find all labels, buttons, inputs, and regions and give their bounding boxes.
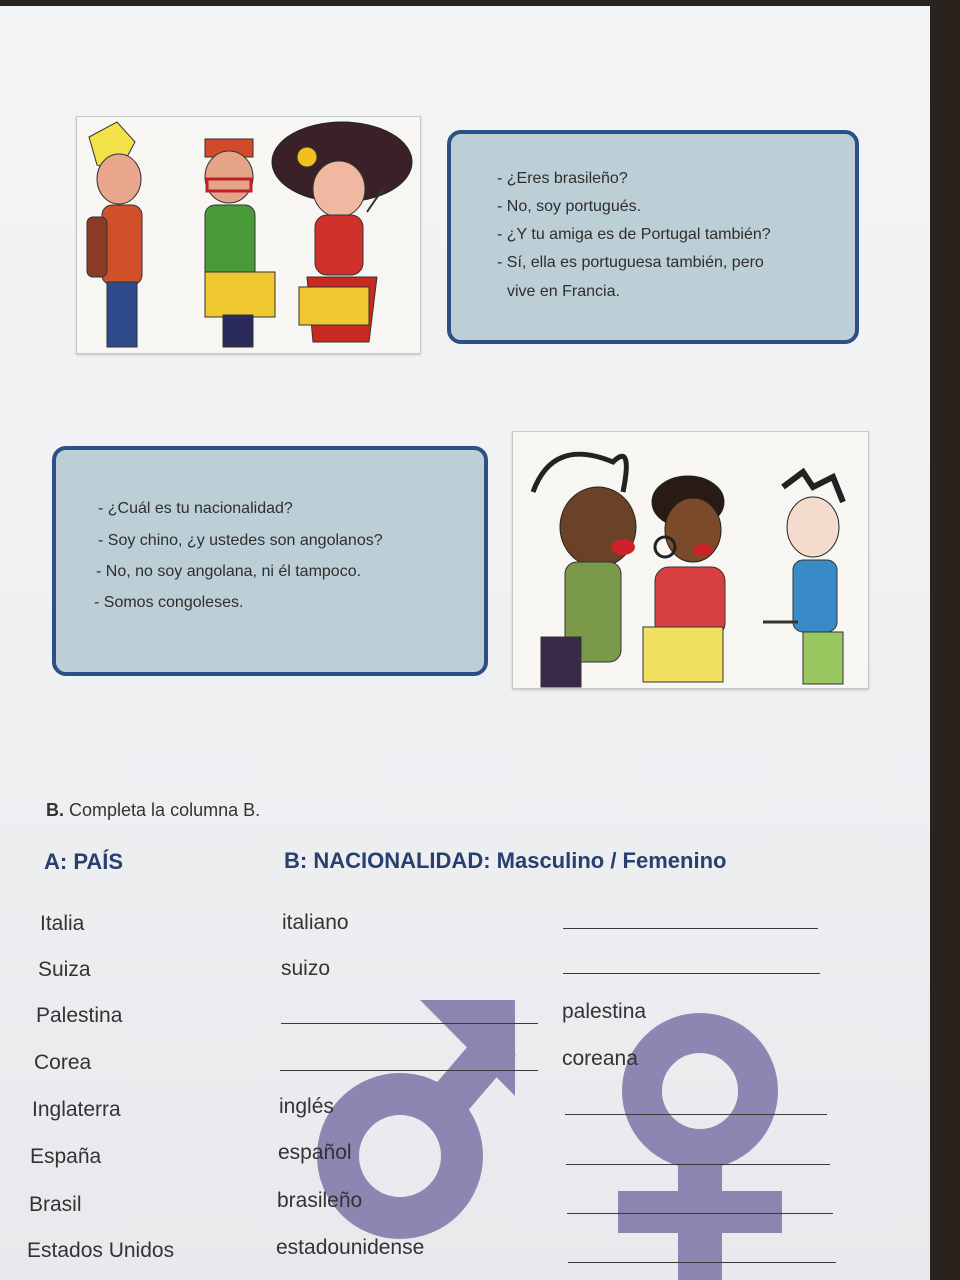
dialog-2-line-2: - Soy chino, ¿y ustedes son angolanos? xyxy=(98,532,383,549)
masculine-blank-line[interactable] xyxy=(281,1023,538,1024)
dialog-2-line-1: - ¿Cuál es tu nacionalidad? xyxy=(98,500,293,517)
masculine-cell: italiano xyxy=(282,911,349,934)
feminine-blank-line[interactable] xyxy=(563,928,818,929)
cartoon-congolese-and-chinese-students xyxy=(512,431,869,689)
masculine-cell: estadounidense xyxy=(276,1236,425,1259)
feminine-cell: palestina xyxy=(562,1000,647,1023)
feminine-cell: coreana xyxy=(562,1047,638,1070)
country-cell: España xyxy=(30,1145,102,1168)
dialog-1-line-1: - ¿Eres brasileño? xyxy=(497,170,628,187)
exercise-letter: B. xyxy=(46,800,64,820)
dialog-bubble-1 xyxy=(447,130,859,344)
country-cell: Estados Unidos xyxy=(27,1239,175,1262)
masculine-cell: español xyxy=(278,1141,352,1164)
male-symbol-icon xyxy=(338,1000,515,1218)
cartoon-three-students xyxy=(76,116,421,354)
exercise-instruction xyxy=(46,800,260,821)
dialog-bubble-2 xyxy=(52,446,488,676)
feminine-blank-line[interactable] xyxy=(563,973,820,974)
exercise-instruction-text: Completa la columna B. xyxy=(69,800,261,820)
country-cell: Inglaterra xyxy=(32,1098,121,1121)
masculine-blank-line[interactable] xyxy=(280,1070,538,1071)
country-cell: Brasil xyxy=(29,1193,82,1216)
country-cell: Italia xyxy=(40,912,85,935)
dialog-1-line-4: - Sí, ella es portuguesa también, pero xyxy=(497,254,764,271)
country-cell: Palestina xyxy=(36,1004,123,1027)
masculine-cell: inglés xyxy=(279,1095,334,1118)
feminine-blank-line[interactable] xyxy=(567,1213,833,1214)
feminine-blank-line[interactable] xyxy=(565,1114,827,1115)
feminine-blank-line[interactable] xyxy=(566,1164,830,1165)
masculine-cell: brasileño xyxy=(277,1189,363,1212)
dialog-1-line-2: - No, soy portugués. xyxy=(497,198,642,215)
masculine-cell: suizo xyxy=(281,957,331,980)
column-b-header: B: NACIONALIDAD: Masculino / Femenino xyxy=(284,848,727,873)
dialog-2-line-4: - Somos congoleses. xyxy=(94,594,244,611)
female-symbol-icon xyxy=(618,1033,782,1280)
country-cell: Suiza xyxy=(38,958,91,981)
column-a-header: A: PAÍS xyxy=(44,849,124,874)
worksheet-page xyxy=(0,6,930,1280)
dialog-1-line-3: - ¿Y tu amiga es de Portugal también? xyxy=(497,226,771,243)
feminine-blank-line[interactable] xyxy=(568,1262,836,1263)
dialog-1-line-5: vive en Francia. xyxy=(507,283,620,300)
country-cell: Corea xyxy=(34,1051,92,1074)
dialog-2-line-3: - No, no soy angolana, ni él tampoco. xyxy=(96,563,362,580)
